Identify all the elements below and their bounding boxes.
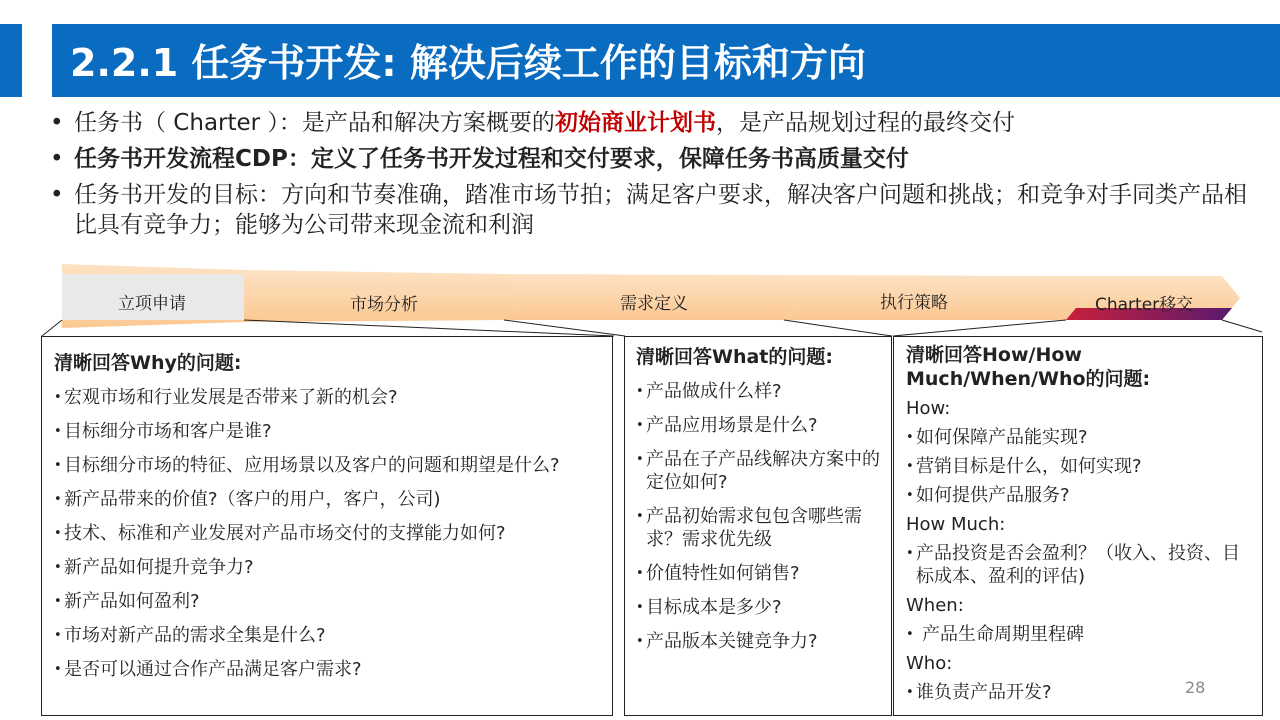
flow-connectors (0, 318, 1280, 338)
connector-how-left (893, 320, 1066, 336)
section-label-when: When: (906, 595, 964, 616)
connector-why-left (42, 320, 62, 336)
page-title: 2.2.1 任务书开发: 解决后续工作的目标和方向 (70, 41, 866, 85)
list-item: • 目标细分市场的特征、应用场景以及客户的问题和期望是什么? (54, 454, 612, 477)
bullet-text: 任务书开发流程CDP：定义了任务书开发过程和交付要求，保障任务书高质量交付 (74, 146, 909, 172)
section-label-how-much: How Much: (906, 514, 1006, 535)
list-item: • 产品投资是否会盈利？（收入、投资、目标成本、盈利的评估) (906, 542, 1254, 588)
stage-label-3: 需求定义 (620, 294, 688, 314)
list-item: • 营销目标是什么，如何实现? (906, 455, 1254, 478)
title-bar (52, 24, 1280, 97)
list-item: • 市场对新产品的需求全集是什么? (54, 624, 612, 647)
list-item: • 目标细分市场和客户是谁? (54, 420, 612, 443)
list-item: • 产品版本关键竞争力? (636, 630, 883, 653)
intro-bullets (48, 108, 1268, 246)
list-item: • 宏观市场和行业发展是否带来了新的机会? (54, 386, 612, 409)
bullet-charter (48, 108, 1268, 138)
bullet-text: 任务书开发的目标：方向和节奏准确，踏准市场节拍；满足客户要求，解决客户问题和挑战；和竞争对手同类产品相比具有竞争力；能够为公司带来现金流和利润 (74, 182, 1247, 238)
list-item: • 谁负责产品开发? (906, 681, 1254, 704)
title-accent-bar (0, 24, 22, 97)
stage-label-2: 市场分析 (350, 295, 418, 315)
panel-why (41, 336, 613, 716)
panel-what (624, 336, 892, 716)
panel-why-title: 清晰回答Why的问题: (54, 352, 242, 374)
list-item: • 产品初始需求包包含哪些需求？需求优先级 (636, 505, 883, 551)
list-item: • 产品应用场景是什么? (636, 414, 883, 437)
connector-why-right (244, 320, 614, 336)
connector-what-right (784, 320, 892, 336)
section-label-who: Who: (906, 653, 953, 674)
stage-label-5: Charter移交 (1095, 295, 1194, 315)
page-number: 28 (1185, 678, 1206, 697)
list-item: • 是否可以通过合作产品满足客户需求? (54, 658, 612, 681)
list-item: • 新产品如何盈利? (54, 590, 612, 613)
bullet-text: ，是产品规划过程的最终交付 (715, 110, 1015, 136)
bullet-cdp (48, 144, 1268, 174)
list-item: • 产品生命周期里程碑 (906, 623, 1254, 646)
list-item: • 产品做成什么样? (636, 380, 883, 403)
list-item: • 价值特性如何销售? (636, 562, 883, 585)
list-item: • 新产品如何提升竞争力? (54, 556, 612, 579)
stage-label-4: 执行策略 (880, 293, 948, 313)
bullet-goals (48, 180, 1268, 240)
list-item: • 如何提供产品服务? (906, 484, 1254, 507)
section-label-how: How: (906, 398, 951, 419)
list-item: • 目标成本是多少? (636, 596, 883, 619)
bullet-highlight: 初始商业计划书 (554, 110, 716, 136)
bullet-dot: • (50, 146, 64, 172)
panel-how-title: 清晰回答How/How Much/When/Who的问题: (906, 344, 1151, 390)
panel-what-title: 清晰回答What的问题: (636, 346, 833, 368)
list-item: • 如何保障产品能实现? (906, 426, 1254, 449)
list-item: • 产品在子产品线解决方案中的定位如何? (636, 448, 883, 494)
bullet-dot: • (50, 110, 64, 136)
list-item: • 新产品带来的价值?（客户的用户，客户，公司) (54, 488, 612, 511)
stage-label-1: 立项申请 (118, 294, 186, 314)
bullet-text: 任务书（ Charter ）：是产品和解决方案概要的 (74, 110, 555, 136)
list-item: • 技术、标准和产业发展对产品市场交付的支撑能力如何? (54, 522, 612, 545)
panel-how (893, 336, 1263, 716)
bullet-dot: • (50, 182, 64, 208)
connector-how-right (1222, 320, 1262, 332)
